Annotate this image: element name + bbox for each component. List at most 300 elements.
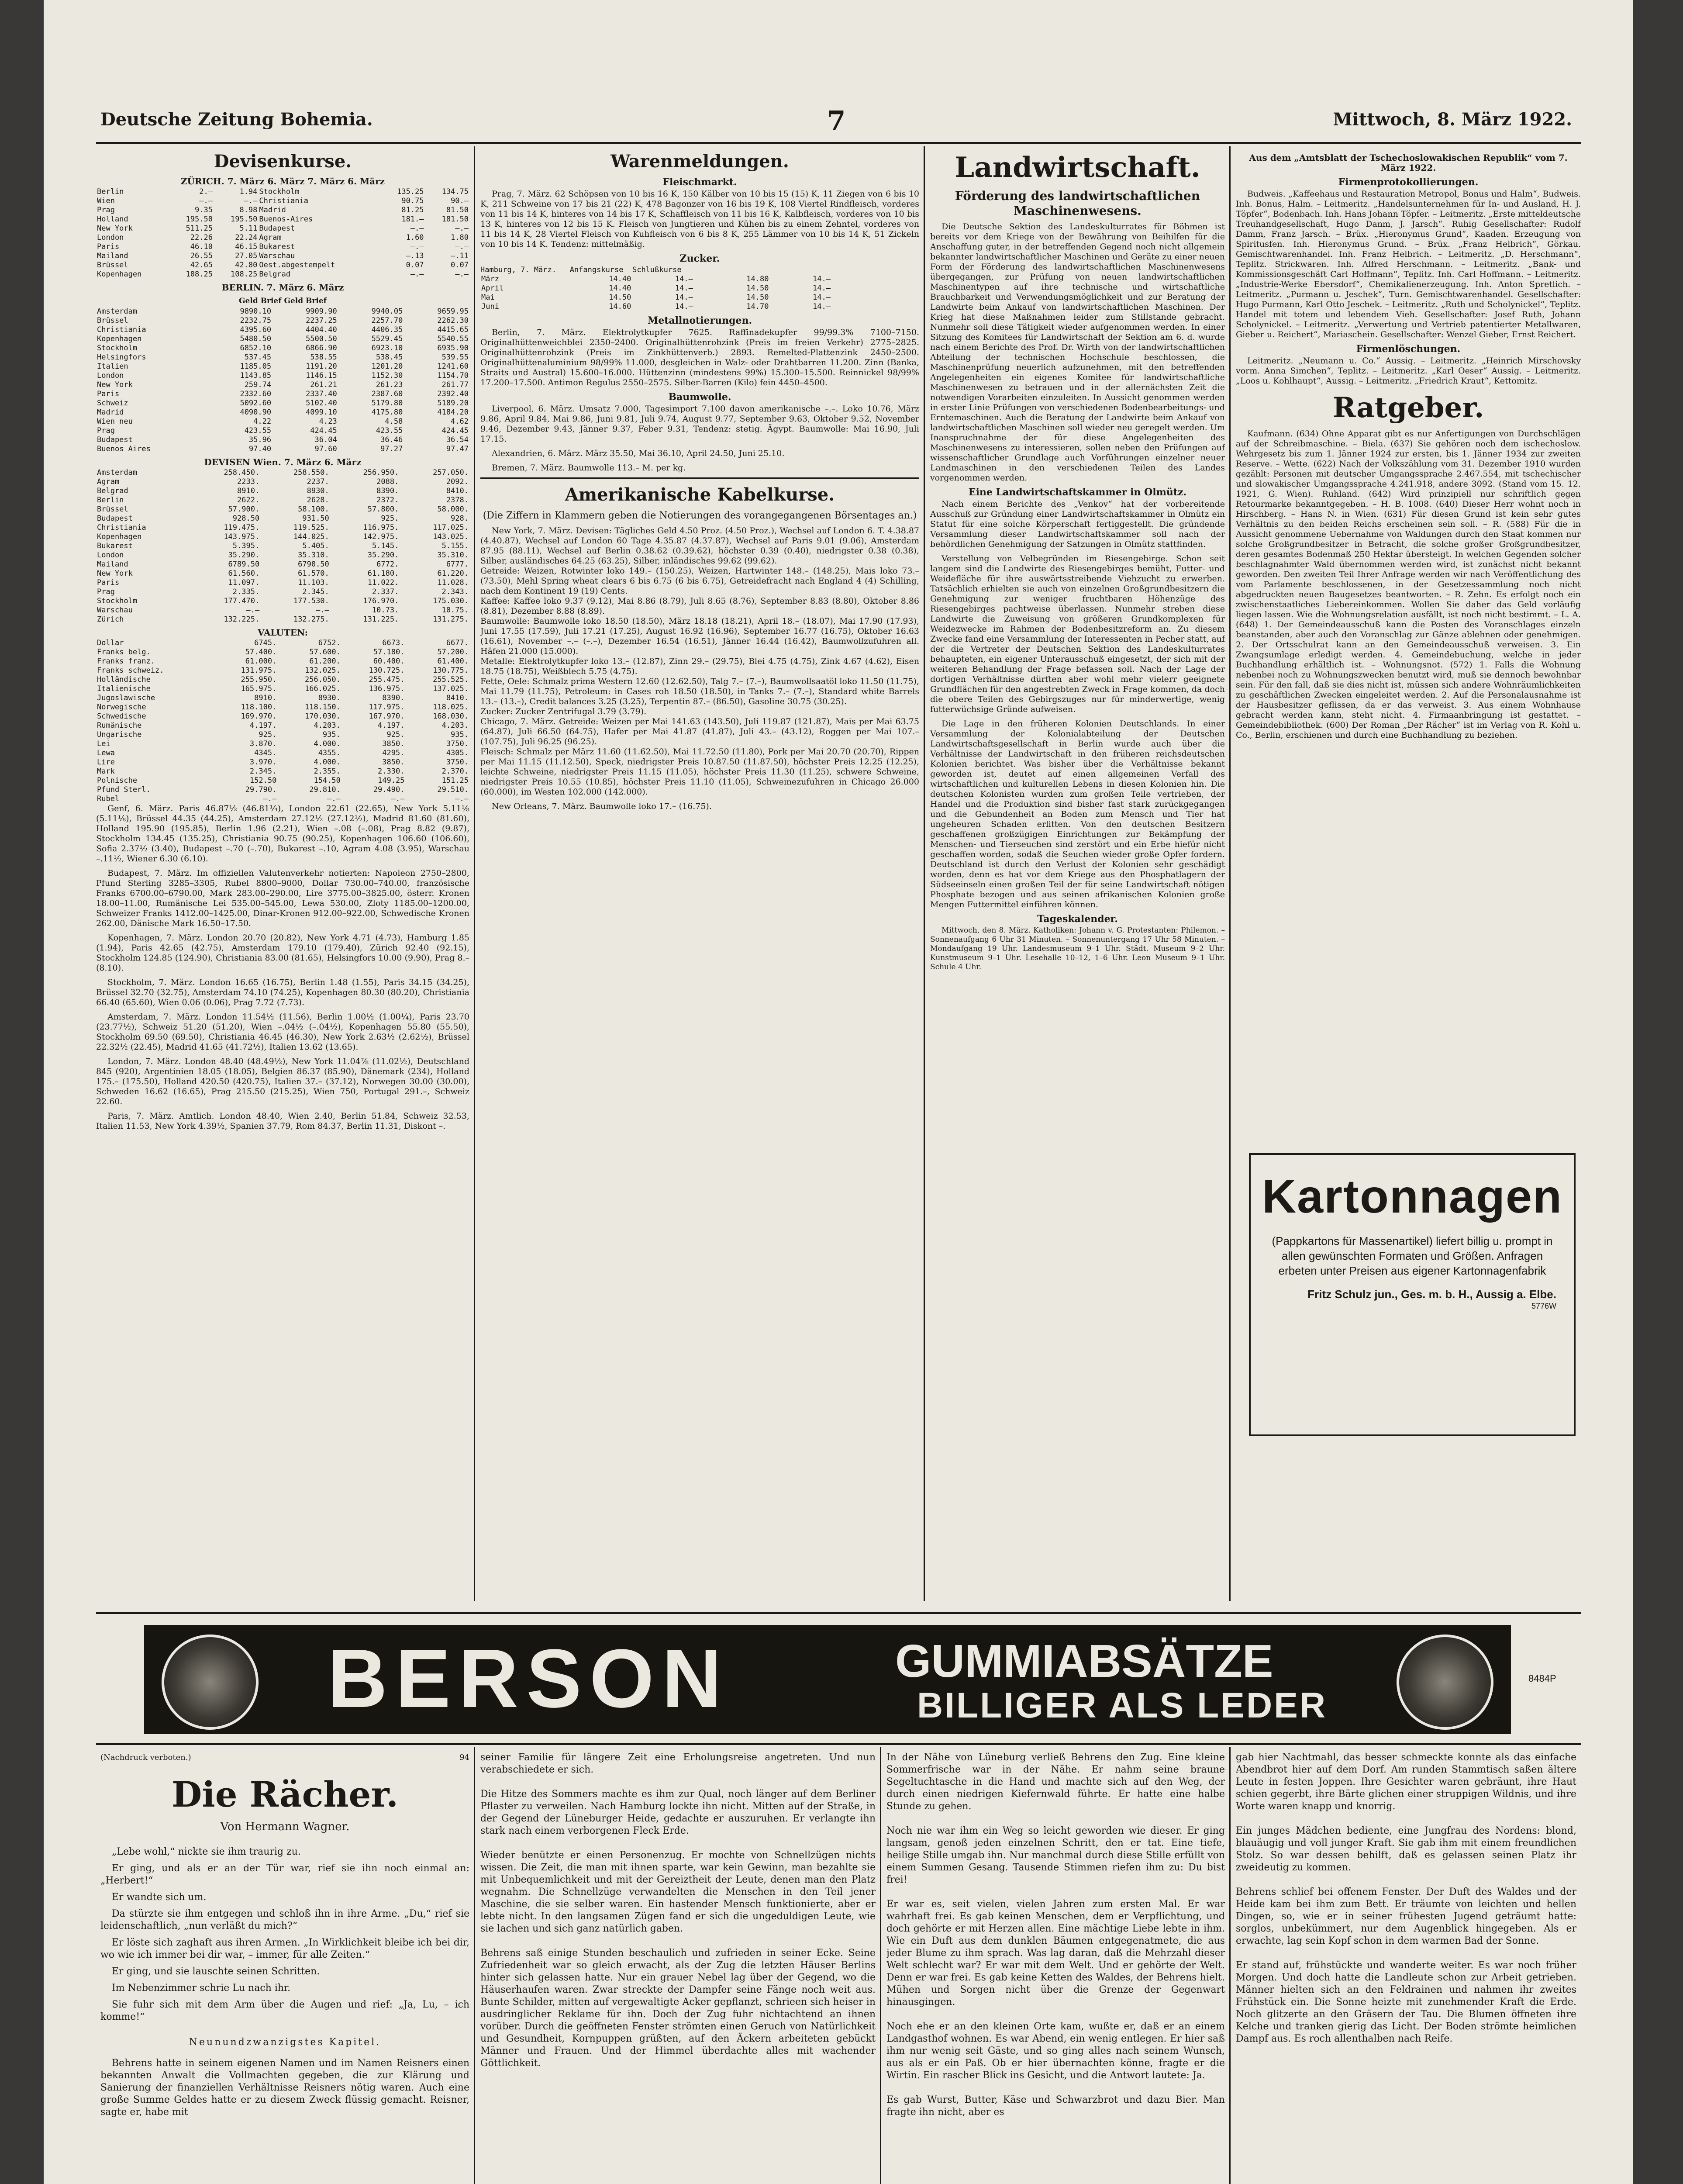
wien-cell: 11.022. [367,578,399,587]
zurich-cell: 1.80 [451,233,469,242]
zurich-cell: Agram [259,233,282,242]
zurich-cell: Budapest [259,224,295,233]
valuten-cell: Schwedische [97,712,146,721]
zurich-cell: Belgrad [259,270,291,279]
wien-row [96,487,469,496]
berlin-table [96,307,469,454]
valuten-row [96,740,469,749]
valuten-cell: Norwegische [97,703,146,712]
berlin-cell: 1191.20 [306,362,337,371]
zurich-cell: 46.15 [235,242,258,251]
berlin-cell: 4.23 [319,417,337,426]
section-title-warenmeldungen: Warenmeldungen. [610,151,789,172]
berlin-cell: Buenos Aires [97,445,151,453]
berlin-cell: 9659.95 [437,307,469,316]
landwirtschaft-p2: Nach einem Berichte des „Venkov“ hat der vorbereitende Ausschuß zur Gründung einer Landwirtschaftskammer in Olmütz ein Statut für eine solche Körperschaft fertiggestellt. Die gründende Versammlung dieser Landwirtschaftskammer soll nach der behördlichen Genehmigung der Satzungen in Olmütz stattfinden. [930,499,1225,549]
valuten-cell: 137.025. [433,684,469,693]
wien-cell: 2378. [446,496,469,505]
wien-cell: 8910. [237,487,260,495]
valuten-cell: 118.025. [433,703,469,712]
zurich-cell: 195.50 [186,215,213,224]
wien-cell: 61.570. [298,569,329,578]
valuten-row [96,758,469,767]
berlin-cell: 5102.40 [306,399,337,408]
zurich-cell: 1.94 [239,187,258,196]
valuten-row [96,712,469,721]
berlin-row [96,353,469,362]
wien-cell: 57.900. [228,505,260,514]
berlin-cell: 424.45 [310,426,337,435]
valuten-cell: 8910. [254,694,277,702]
valuten-cell: 168.030. [433,712,469,721]
kurse-paris: Paris, 7. März. Amtlich. London 48.40, Wien 2.40, Berlin 51.84, Schweiz 32.53, Italien 11.53, New York 4.39½, Spanien 37.79, Rom 84.37, Berlin 11.31, Diskont –. [96,1111,469,1131]
wien-row [96,597,469,606]
berlin-row [96,344,469,353]
zurich-cell: 1.60 [406,233,424,242]
berlin-row [96,335,469,344]
kurse-stockholm: Stockholm, 7. März. London 16.65 (16.75), Berlin 1.48 (1.55), Paris 34.15 (34.25), Brüssel 32.70 (32.75), Amsterdam 74.10 (74.25), Kopenhagen 80.30 (80.20), Christiania 66.40 (65.60), Wien 0.06 (0.06), Prag 7.72 (7.73). [96,978,469,1007]
valuten-row [96,648,469,657]
wien-cell: Prag [97,587,115,596]
ad-kartonnagen-code: 5776W [1531,1302,1556,1310]
valuten-cell: 29.510. [437,785,469,794]
wien-cell: 116.975. [363,523,399,532]
wien-cell: 6790.50 [298,560,329,569]
ad-kartonnagen [1249,1153,1576,1436]
zurich-cell: –.– [199,197,213,205]
zurich-cell: 108.25 [230,270,258,279]
story-p4: Da stürzte sie ihm entgegen und schloß ihn in ihre Arme. „Du,“ rief sie leidenschaftlich, „nun verläßt du mich?“ [100,1908,469,1932]
berlin-cell: 97.47 [446,445,469,453]
column-divider [474,1747,475,2184]
berlin-cell: 1185.05 [240,362,272,371]
wien-cell: Warschau [97,606,133,615]
valuten-cell: 130.775. [433,666,469,675]
valuten-cell: 935. [451,730,469,739]
valuten-cell: 4.203. [314,721,341,730]
berlin-cell: 5529.45 [371,335,403,343]
berlin-cell: 4415.65 [437,325,469,334]
valuten-cell: 3850. [382,740,405,748]
berlin-cell: 5092.60 [240,399,272,408]
wien-cell: 8930. [307,487,329,495]
wien-cell: 176.970. [363,597,399,605]
wien-cell: Brüssel [97,505,128,514]
landwirtschaft-p4: Die Lage in den früheren Kolonien Deutschlands. In einer Versammlung der Kolonialabteilung der Deutschen Landwirtschaftsgesellschaft in Berlin wurde auch über die Verhältnisse der Landwirtschaft in den früheren reichsdeutschen Kolonien berichtet. Was bisher über die Verhältnisse bekannt geworden ist, deutet auf einen allgemeinen Verfall des wirtschaftlichen und kulturellen Lebens in diesen Kolonien hin. Die deutschen Kolonisten wurden zum großen Teile vertrieben, der Handel und die Produktion sind bisher fast stark zurückgegangen und die Gebundenheit an Boden zum Mensch und Tier hat ungeheuren Schaden erlitten. Von den deutschen Besitzern geschaffenen großzügigen Einrichtungen zur Bekämpfung der Menschen- und Tierseuchen sind zerstört und ein Erbe hiefür nicht geschaffen worden, sodaß die Seuchen wieder große Opfer fordern. Deutschland ist durch den Verlust der Kolonien sehr geschädigt worden, denn es hat vor dem Kriege aus den Phosphatlagern der Südseeinseln einen großen Teil der für seine Landwirtschaft nötigen Phosphate bezogen und aus seinen afrikanischen Kolonien große Mengen Futtermittel einführen können. [930,719,1225,909]
ad-berson-brand: BERSON [328,1632,730,1725]
berlin-row [96,390,469,399]
valuten-cell: 3.870. [249,740,277,748]
story-chapter: Neunundzwanzigstes Kapitel. [189,2037,381,2048]
berlin-cell: Stockholm [97,344,138,352]
berlin-cell: 2232.75 [240,316,272,325]
wien-cell: 144.025. [293,532,329,541]
wien-cell: 258.550. [293,468,329,477]
story-number: 94 [459,1753,469,1762]
valuten-cell: Lewa [97,749,115,757]
wien-cell: 175.030. [433,597,469,605]
valuten-cell: 6677. [446,639,469,647]
valuten-cell: 935. [322,730,341,739]
berlin-cell: 424.45 [441,426,469,435]
zurich-cell: Kopenhagen [97,270,142,279]
valuten-cell: –.– [455,795,469,803]
berlin-cell: 261.23 [376,380,403,389]
valuten-cell: 61.000. [245,657,277,666]
zurich-cell: –.– [244,197,258,205]
valuten-cell: 6673. [382,639,405,647]
berlin-cell: 5540.55 [437,335,469,343]
valuten-cell: 170.030. [304,712,341,721]
valuten-cell: 2.330. [378,767,405,776]
wien-cell: 2.337. [372,587,399,596]
wien-cell: Stockholm [97,597,138,605]
valuten-row [96,703,469,712]
wien-cell: 2233. [237,477,260,486]
wien-cell: 2088. [376,477,399,486]
valuten-cell: Ungarische [97,730,142,739]
zucker-cell: 14.60 [609,302,631,311]
zurich-cell: 181.50 [441,215,469,224]
wien-table [96,468,469,624]
zurich-row [96,252,469,261]
wien-cell: –.– [316,606,329,615]
valuten-cell: Pfund Sterl. [97,785,151,794]
baumwolle-text: Liverpool, 6. März. Umsatz 7.000, Tagesimport 7.100 davon amerikanische –.–. Loko 10.76, März 9.86, April 9.84, Mai 9.86, Juni 9.81, Juli 9.74, August 9.77, September 9.63, Oktober 9.52, November 9.46, Dezember 9.43, Jänner 9.37, Feber 9.31, Tendenz: stetig. Ägypt. Baumwolle: Mai 16.90, Juli 17.15. [480,404,919,444]
zucker-cell: 14.50 [609,293,631,302]
zurich-cell: –.11 [451,252,469,260]
zucker-cell: 14.70 [746,302,769,311]
valuten-cell: Italienische [97,684,151,693]
berlin-cell: 2262.30 [437,316,469,325]
wien-row [96,551,469,560]
wien-cell: 8390. [376,487,399,495]
story-nachdruck: (Nachdruck verboten.) [100,1753,191,1762]
valuten-cell: 130.725. [369,666,405,675]
wien-cell: Amsterdam [97,468,138,477]
zucker-cell: Juni [481,302,499,311]
baumwolle-head: Baumwolle. [668,391,731,403]
valuten-row [96,684,469,694]
valuten-cell: 256.050. [304,675,341,684]
zurich-cell: 9.35 [195,206,213,214]
valuten-cell: Mark [97,767,115,776]
berlin-cell: 2392.40 [437,390,469,398]
berlin-table-cols: Geld Brief Geld Brief [239,297,327,305]
zurich-row [96,270,469,279]
berlin-cell: Italien [97,362,128,371]
valuten-row [96,749,469,758]
zurich-row [96,224,469,233]
wien-cell: 931.50 [302,514,329,523]
berlin-cell: 4090.90 [240,408,272,417]
berlin-row [96,380,469,390]
valuten-cell: 29.490. [373,785,405,794]
zurich-cell: –.13 [406,252,424,260]
valuten-cell: 8390. [382,694,405,702]
wien-row [96,477,469,487]
valuten-cell: 29.790. [245,785,277,794]
zucker-cell: 14.– [813,293,831,302]
berlin-cell: 97.27 [380,445,403,453]
berlin-cell: 4.22 [253,417,272,426]
zurich-cell: Buenos-Aires [259,215,313,224]
berlin-cell: 6852.10 [240,344,272,352]
zurich-cell: 27.05 [235,252,258,260]
valuten-cell: 165.975. [241,684,277,693]
berlin-cell: 2332.60 [240,390,272,398]
berlin-cell: 2387.60 [371,390,403,398]
landwirtschaft-p1: Die Deutsche Sektion des Landeskulturrates für Böhmen ist bereits vor dem Kriege von der Bewährung von Beihilfen für die Anschaffung guter, in der betreffenden Gegend noch nicht allgemein bekannter landwirtschaftlicher Maschinen und Geräte zu einer neuen Form der Förderung des landwirtschaftlichen Maschinenwesens übergegangen, zur Prüfung von neuen landwirtschaftlichen Maschinentypen auf ihre technische und wirtschaftliche Brauchbarkeit und Verwendungsmöglichkeit und zur Beratung der Landwirte beim Ankauf von landwirtschaftlichen Maschinen. Der Krieg hat diese Maßnahmen leider zum Stillstande gebracht. Nunmehr soll diese Tätigkeit wieder aufgenommen werden. In einer Sitzung des Komitees für Landwirtschaft der Sektion am 6. d. wurde nach einem Berichte des Prof. Dr. Wirth von der landwirtschaftlichen Abteilung der technischen Hochschule beschlossen, die Maschinenprüfung neuerlich aufzunehmen, mit den betreffenden Angelegenheiten ein eigenes Komitee für landwirtschaftliche Maschinenwesen zu betrauen und in der allernächsten Zeit die notwendigen Vorarbeiten einzuleiten. In Aussicht genommen werden in erster Linie Prüfungen von verschiedenen Bodenbearbeitungs- und Erntemaschinen. Auch die Beratung der Landwirte beim Ankauf von landwirtschaftlichen Maschinen soll wieder neu geregelt werden. Um Inanspruchnahme der für diese Angelegenheiten des Maschinenwesens zu interessieren, sollen neben den Prüfungen auf wissenschaftlicher Grundlage auch Vorführungen einzelner neuer Landmaschinen in den verschiedenen Teilen des Landes vorgenommen werden. [930,222,1225,483]
zucker-table-head: Hamburg, 7. März. Anfangskurse Schlußkurse [480,266,682,274]
zucker-cell: April [481,284,504,293]
wien-cell: 35.310. [437,551,469,560]
story-column-4: gab hier Nachtmahl, das besser schmeckte konnte als das einfache Abendbrot hier auf dem Dorf. Am runden Stammtisch saßen ältere Leute in festen Joppen. Ihre Gesichter waren gebräunt, ihre Haut schien gegerbt, ihre Bärte glichen einer struppigen Wildnis, und ihre Worte waren knapp und knorrig. Ein junges Mädchen bediente, eine Jungfrau des Nordens: blond, blauäugig und voll junger Kraft. Sie gab ihm mit einem freundlichen Stolz. So war dessen behilft, daß es gelassen seinen Platz ihr zweideutig zu kommen. Behrens schlief bei offenem Fenster. Der Duft des Waldes und der Heide kam bei ihm zum Bett. Er träumte von leichten und hellen Dingen, so, wie er in seiner frühesten Jugend geträumt hatte: sorglos, unbekümmert, nur dem Augenblick hingegeben. Als er erwachte, lag sein Kopf schon in dem warmen Bad der Sonne. Er stand auf, frühstückte und wanderte weiter. Es war noch früher Morgen. Und doch hatte die Landleute schon zur Arbeit getrieben. Männer hielten sich an den Feldrainen und nahmen ihr zweites Frühstück ein. Die Sonne heizte mit zunehmender Kraft die Erde. Noch glitzerte an den Gräsern der Tau. Die Blumen öffneten ihre Kelche und tranken gierig das Licht. Der Boden strömte heimlichen Dampf aus. Es roch allenthalben nach Reife. [1236,1752,1576,2044]
zurich-cell: 134.75 [441,187,469,196]
wien-cell: 2628. [307,496,329,505]
zurich-cell: Warschau [259,252,295,260]
wien-cell: 258.450. [224,468,260,477]
fleischmarkt-head: Fleischmarkt. [662,176,737,188]
bremen-text: Bremen, 7. März. Baumwolle 113.– M. per kg. [492,463,686,473]
wien-row [96,615,469,624]
wien-row [96,560,469,569]
wien-cell: 35.290. [228,551,260,560]
berlin-cell: 537.45 [244,353,272,362]
wien-row [96,505,469,514]
zurich-cell: Stockholm [259,187,300,196]
zurich-cell: 81.25 [401,206,424,214]
valuten-cell: 60.400. [373,657,405,666]
berlin-cell: 1143.85 [240,371,272,380]
zurich-cell: –.– [455,242,469,251]
wien-cell: 2.345. [302,587,329,596]
ad-kartonnagen-title: Kartonnagen [1262,1170,1563,1223]
wien-row [96,523,469,532]
zurich-cell: 22.26 [190,233,213,242]
valuten-row [96,730,469,740]
kurse-london: London, 7. März. London 48.40 (48.49½), New York 11.04⅞ (11.02½), Deutschland 845 (920), Argentinien 18.05 (18.05), Belgien 86.37 (85.90), Dänemark (234), Holland 175.– (175.50), Holland 420.50 (420.75), Italien 37.– (37.12), Norwegen 30.00 (30.00), Schweden 16.62 (16.65), Prag 215.50 (215.25), Wien 750, Portugal 291.–, Schweiz 22.60. [96,1057,469,1106]
wien-cell: 5.145. [372,542,399,550]
zucker-cell: März [481,275,499,283]
ad-kartonnagen-text: (Pappkartons für Massenartikel) liefert billig u. prompt in allen gewünschten Formaten und Größen. Anfragen erbeten unter Preisen aus eigener Kartonnagenfabrik [1272,1234,1553,1277]
wien-cell: 177.470. [224,597,260,605]
berlin-row [96,325,469,335]
wien-row [96,587,469,597]
wien-cell: 35.310. [298,551,329,560]
valuten-cell: 118.100. [241,703,277,712]
wien-cell: Christiania [97,523,146,532]
wien-cell: 35.290. [367,551,399,560]
berlin-cell: 6935.90 [437,344,469,352]
tageskalender-text: Mittwoch, den 8. März. Katholiken: Johann v. G. Protestanten: Philemon. – Sonnenaufgang 6 Uhr 31 Minuten. – Sonnenuntergang 17 Uhr 58 Minuten. – Mondaufgang 19 Uhr. Landesmuseum 9–1 Uhr. Städt. Museum 9–2 Uhr. Kunstmuseum 9–1 Uhr. Lesehalle 10–12, 1–6 Uhr. Leon Museum 9–1 Uhr. Schule 4 Uhr. [930,926,1225,971]
berlin-row [96,316,469,325]
berlin-cell: 4099.10 [306,408,337,417]
valuten-row [96,675,469,684]
valuten-cell: 118.150. [304,703,341,712]
berlin-cell: 36.04 [314,435,337,444]
berlin-cell: 5179.80 [371,399,403,408]
valuten-row [96,795,469,804]
story-title: Die Rächer. [171,1774,399,1815]
section-title-kabelkurse: Amerikanische Kabelkurse. [565,484,835,505]
zurich-cell: 5.11 [239,224,258,233]
valuten-cell: Jugoslawische [97,694,155,702]
zurich-row [96,187,469,197]
valuten-cell: 3850. [382,758,405,767]
berlin-cell: 259.74 [244,380,272,389]
berlin-cell: 2257.70 [371,316,403,325]
valuten-cell: 4305. [446,749,469,757]
berlin-cell: 36.54 [446,435,469,444]
story-meta [100,1752,469,1764]
berlin-row [96,307,469,316]
valuten-cell: 136.975. [369,684,405,693]
berlin-cell: Kopenhagen [97,335,142,343]
zurich-cell: 42.65 [190,261,213,270]
ad-berson-line2: BILLIGER ALS LEDER [917,1686,1328,1725]
valuten-row [96,721,469,730]
banner-top-rule [96,1612,1581,1614]
valuten-cell: 4.197. [249,721,277,730]
zurich-cell: Christiania [259,197,308,205]
zucker-cell: 14.80 [746,275,769,283]
zurich-cell: Prag [97,206,115,214]
zurich-cell: Paris [97,242,120,251]
berlin-cell: 4184.20 [437,408,469,417]
column-divider [880,1747,881,2184]
valuten-cell: 4295. [382,749,405,757]
wien-cell: 928. [451,514,469,523]
valuten-cell: 925. [386,730,405,739]
berlin-cell: 539.55 [441,353,469,362]
wien-cell: 131.225. [363,615,399,624]
wien-cell: Belgrad [97,487,128,495]
zurich-row [96,261,469,270]
berlin-cell: 423.55 [376,426,403,435]
zucker-cell: 14.– [675,275,693,283]
wien-row [96,578,469,587]
valuten-cell: Dollar [97,639,124,647]
wien-cell: Zürich [97,615,124,624]
wien-cell: Mailand [97,560,128,569]
fleischmarkt-text: Prag, 7. März. 62 Schöpsen von 10 bis 16 K, 150 Kälber von 10 bis 15 (15) K, 11 Ziegen von 6 bis 10 K, 211 Schweine von 17 bis 21 (22) K, 478 Bagonzer von 16 bis 19 K, 108 Viertel Rindfleisch, vorderes von 11 bis 14 K, hinteres von 14 bis 17 K, Schaffleisch von 11 bis 16 K, Kalbfleisch, vorderes von 10 bis 13 K, hinteres von 12 bis 15 K. Fleisch von Jungtieren und Kühen bis zu einem Zehntel, vorderes von 11 bis 14 K, 28 Viertel Fleisch von Kuhfleisch von 6 bis 8 K, 255 Lämmer von 10 bis 14 K, 51 Zickeln von 10 bis 14 K. Tendenz: mittelmäßig. [480,189,919,249]
zucker-cell: 14.– [813,302,831,311]
berlin-cell: Schweiz [97,399,128,408]
wien-cell: 2092. [446,477,469,486]
berlin-cell: 423.55 [244,426,272,435]
wien-cell: 11.097. [228,578,260,587]
wien-cell: 58.000. [437,505,469,514]
landwirtschaft-p3: Verstellung von Velbegründen im Riesengebirge. Schon seit langem sind die Landwirte des Riesengebirges bemüht, Futter- und Weidefläche für ihre auswärtsstreibende Viehzucht zu erwerben. Tatsächlich erhielten sie auch von einzelnen Großgrundbesitzern die Genehmigung zur weniger fruchtbaren Höhenzüge des Riesengebirges pachtweise überlassen. Nunmehr streben diese Landwirte die Zuweisung von größeren Grundkomplexen für Weidezwecke im Rahmen der Bodenbesitzreform an. Zu diesem Zwecke fand eine Versammlung der Interessenten in Pecher statt, auf der die Vertreter der Deutschen Sektion des Landeskulturrates behaupteten, ein eigener Unterausschuß eingesetzt, der sich mit der weiteren Behandlung der Frage befassen soll. Nach der Lage der dortigen Verhältnisse dürften aber wohl mehr vielerr geeignete Grundflächen für den angestrebten Zweck in Frage kommen, da doch die obere Teilen des Gebirgszuges nur für minderwertige, wenig futterwüchsige Gründe aufweisen. [930,554,1225,714]
valuten-cell: 925. [259,730,277,739]
berlin-cell: 1152.30 [371,371,403,380]
berlin-cell: Budapest [97,435,133,444]
zurich-cell: –.– [410,270,424,279]
wien-cell: 2622. [237,496,260,505]
berlin-cell: 97.60 [314,445,337,453]
wien-table-head: DEVISEN Wien. 7. März 6. März [204,457,362,467]
wien-cell: London [97,551,124,560]
zurich-cell: 0.07 [406,261,424,270]
valuten-cell: 2.345. [249,767,277,776]
wien-row [96,468,469,477]
valuten-cell: 167.970. [369,712,405,721]
wien-row [96,569,469,578]
kabelkurse-note: (Die Ziffern in Klammern geben die Notierungen des vorangegangenen Börsentages an.) [483,510,917,521]
valuten-row [96,767,469,776]
berlin-cell: New York [97,380,133,389]
wien-cell: Paris [97,578,120,587]
section-rule [480,477,919,479]
valuten-cell: Lei [97,740,110,748]
metall-head: Metallnotierungen. [647,315,752,326]
valuten-table [96,639,469,804]
zucker-row [480,284,831,293]
zurich-cell: 90.75 [401,197,424,205]
valuten-cell: –.– [327,795,341,803]
zurich-row [96,242,469,252]
wien-cell: 6772. [376,560,399,569]
story-p9: Behrens hatte in seinem eigenen Namen und im Namen Reisners einen bekannten Anwalt die Vollmachten gegeben, die zur Klärung und Sanierung der finanziellen Verhältnisse Reisners nötig waren. Auch eine große Summe Geldes hatte er zu diesem Zweck flüssig gemacht. Reisner, sagte er, habe mit [100,2058,469,2118]
story-column-3: In der Nähe von Lüneburg verließ Behrens den Zug. Eine kleine Sommerfrische war in der Nähe. Er nahm seine braune Segeltuchtasche in die Hand und machte sich auf den Weg, der durch einen niedrigen Kiefernwald führte. Er hatte eine halbe Stunde zu gehen. Noch nie war ihm ein Weg so leicht geworden wie dieser. Er ging langsam, genoß jeden einzelnen Schritt, den er tat. Eine tiefe, heilige Stille umgab ihn. Nur manchmal durch diese Stille erfüllt von einem Summen Gesang. Tausende Stimmen riefen ihm zu: Du bist frei! Er war es, seit vielen, vielen Jahren zum ersten Mal. Er war wahrhaft frei. Es gab keinen Menschen, dem er Verpflichtung, und doch gehörte er mit Herzen allen. Eine mächtige Liebe lebte in ihm. Wie ein Duft aus dem dunklen Bäumen entgegenatmete, die aus jeder Blume zu ihm sprach. Was lag daran, daß die Mehrzahl dieser Welt schlecht war? Er war mit dem Welt. Und er gehörte der Welt. Denn er war frei. Es gab keine Ketten des Waldes, der Behrens hielt. Mühen und Sorgen nicht über die Grenze der Gegenwart hinausgingen. Noch ehe er an den kleinen Orte kam, wußte er, daß er an einem Landgasthof wohnen. Es war Abend, ein wenig entlegen. Er hier saß ihm nur wenig seit Gäste, und so ging alles nach seinem Wunsch, aus als er ein Paß. Ob er hier übernachten könne, fragte er die Wirtin. Ein rascher Blick ins Gesicht, und die Antwort lautete: Ja. Es gab Wurst, Butter, Käse und Schwarzbrot und dazu Bier. Man fragte ihn nicht, aber es [886,1752,1225,2118]
wien-cell: Budapest [97,514,133,523]
berlin-cell: 5500.50 [306,335,337,343]
section-title-ratgeber: Ratgeber. [1332,391,1484,424]
valuten-cell: Franks belg. [97,648,151,657]
berlin-cell: Helsingfors [97,353,146,362]
kurse-budapest: Budapest, 7. März. Im offiziellen Valutenverkehr notierten: Napoleon 2750–2800, Pfund Sterling 3285–3305, Rubel 8800–9000, Dollar 730.00–740.00, französische Franks 6700.00–6790.00, Mark 283.00–290.00, Lire 3775.00–3825.00, österr. Kronen 18.00–11.00, Rumänische Lei 535.00–545.00, Lewa 530.00, Zloty 1185.00–1200.00, Schweizer Franks 1412.00–1425.00, Dinar-Kronen 912.00–922.00, Schwedische Kronen 262.00, Dänische Mark 16.50–17.50. [96,868,469,928]
berlin-cell: 36.46 [380,435,403,444]
zurich-cell: London [97,233,124,242]
zucker-table [480,275,831,311]
valuten-cell: Polnische [97,776,138,785]
berlin-cell: Prag [97,426,115,435]
berlin-cell: Wien neu [97,417,133,426]
loeschungen-head: Firmenlöschungen. [1356,343,1461,355]
berlin-cell: 1146.15 [306,371,337,380]
wien-cell: 119.525. [293,523,329,532]
zucker-cell: 14.50 [746,284,769,293]
berlin-row [96,399,469,408]
section-title-landwirtschaft: Landwirtschaft. [955,151,1200,184]
valuten-cell: 8410. [446,694,469,702]
berlin-cell: Brüssel [97,316,128,325]
zurich-table-head: ZÜRICH. 7. März 6. März 7. März 6. März [181,176,385,187]
zurich-table [96,187,469,279]
berlin-cell: 4.58 [385,417,403,426]
metall-text: Berlin, 7. März. Elektrolytkupfer 7625. Raffinadekupfer 99/99.3% 7100–7150. Originalhüttenweichblei 2350–2400. Originalhüttenrohzink (Preis im freien Verkehr) 2775–2825. Originalhüttenrohzink (Preis im Zinkhüttenverb.) 2893. Remelted-Plattenzink 2450–2500. Originalhüttenaluminium 98/99% 11.000, desgleichen in Walz- oder Drahtbarren 11.200. Zinn (Banka, Straits und Austral) 15.600–16.000. Hüttenzinn (mindestens 99%) 15.300–15.500. Reinnickel 98/99% 17.200–17.500. Antimon Regulus 2550–2575. Silber-Barren (Kilo) fein 4450–4500. [480,328,919,387]
firmen-head: Firmenprotokollierungen. [1338,176,1479,188]
story-p3: Er wandte sich um. [112,1892,207,1903]
wien-cell: 10.73. [372,606,399,615]
valuten-cell: 4.000. [314,740,341,748]
zurich-cell: 8.98 [239,206,258,214]
valuten-cell: 57.600. [309,648,341,657]
valuten-cell: 152.50 [249,776,277,785]
valuten-cell: 2.355. [314,767,341,776]
berson-seal-left-icon [162,1635,259,1730]
zurich-cell: Oest.abgestempelt [259,261,335,270]
berlin-row [96,435,469,445]
berlin-row [96,362,469,371]
wien-cell: –.– [246,606,260,615]
ad-berson-line1: GUMMIABSÄTZE [895,1635,1273,1687]
valuten-cell: 3750. [446,740,469,748]
valuten-cell: 57.200. [437,648,469,657]
header-masthead: Deutsche Zeitung Bohemia. [100,109,373,130]
zurich-cell: 108.25 [186,270,213,279]
